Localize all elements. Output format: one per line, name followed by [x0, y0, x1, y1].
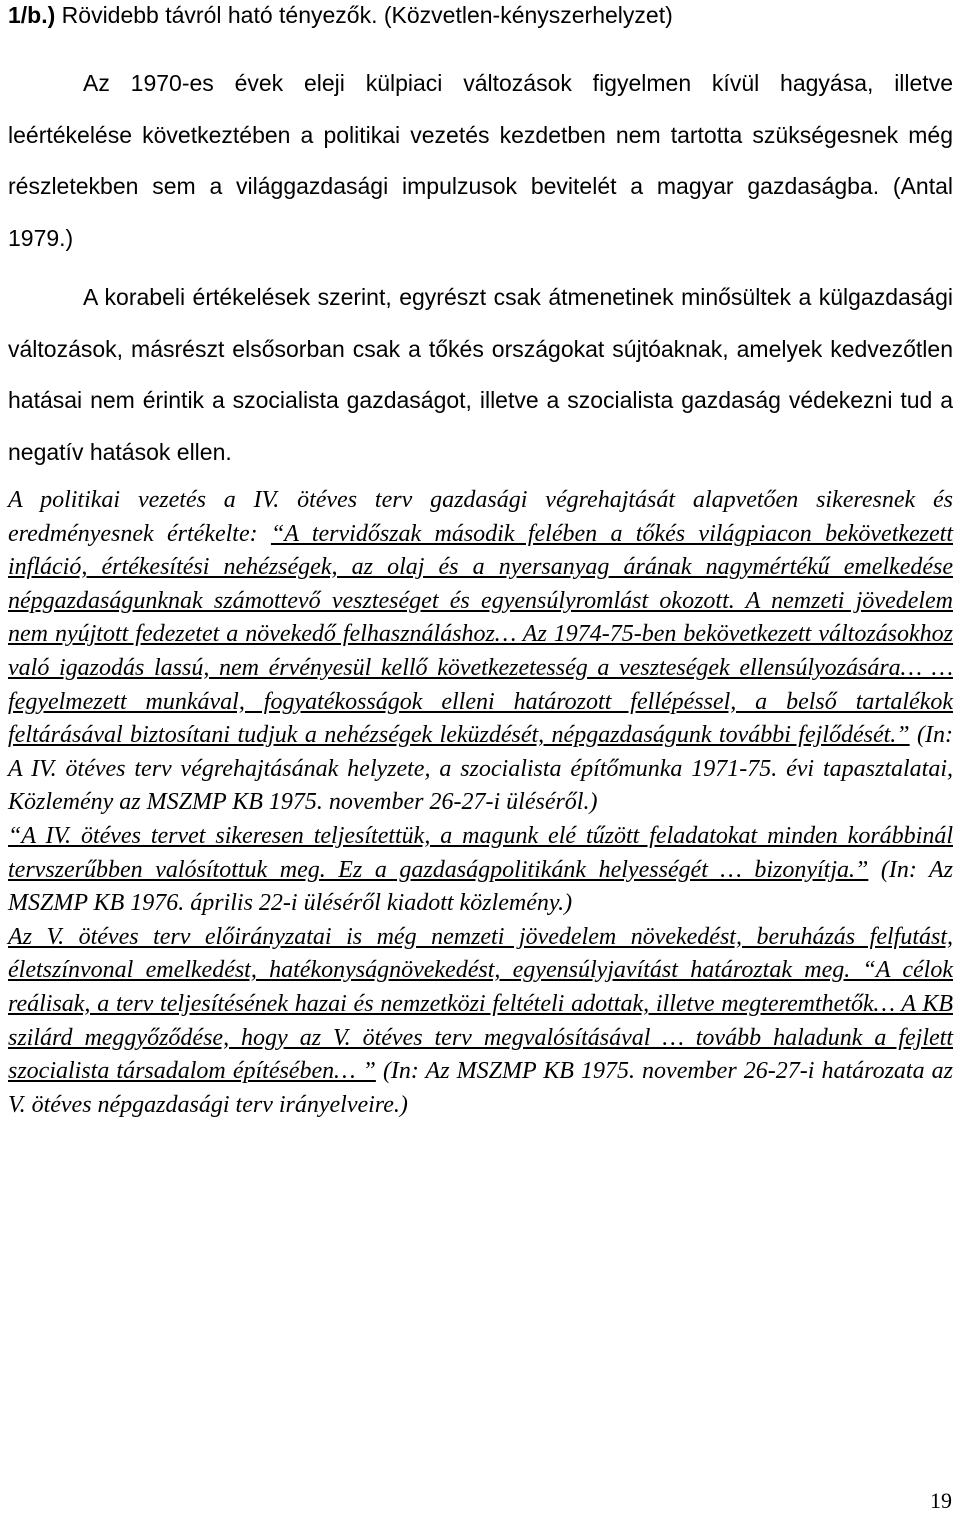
page-number: 19: [930, 1488, 952, 1513]
quote-2-text: “A IV. ötéves tervet sikeresen teljesítettük, a magunk elé tűzött feladatokat minden korábbinál tervszerűbben valósítottuk meg. Ez a gazdaságpolitikánk helyességét … bizonyítja.”: [8, 822, 953, 883]
quotes-block: [8, 484, 953, 1122]
quote-1-text: “A tervidőszak második felében a tőkés világpiacon bekövetkezett infláció, értékesítési nehézségek, az olaj és a nyersanyag árának nagymértékű emelkedése népgazdaságunknak számottevő veszteséget és egyensúlyromlást okozott. A nemzeti jövedelem nem nyújtott fedezetet a növekedő felhasználáshoz… Az 1974-75-ben bekövetkezett változásokhoz való igazodás lassú, nem érvényesül kellő következetesség a veszteségek ellensúlyozására… … fegyelmezett munkával, fogyatékosságok elleni határozott fellépéssel, a belső tartalékok feltárásával biztosítani tudjuk a nehézségek leküzdését, népgazdaságunk további fejlődését.”: [8, 520, 953, 749]
section-heading: [8, 0, 953, 30]
quote-1-source: (In: A IV. ötéves terv végrehajtásának helyzete, a szocialista építőmunka 1971-75. évi tapasztalatai, Közlemény az MSZMP KB 1975. november 26-27-i üléséről.): [8, 722, 953, 816]
quote-3-text: “A célok reálisak, a terv teljesítésének hazai és nemzetközi feltételi adottak, illetve megteremthetők… A KB szilárd meggyőződése, hogy az V. ötéves terv megvalósításával … tovább haladunk a fejlett szocialista társadalom építésében… ”: [8, 957, 954, 1085]
quote-1-intro: A politikai vezetés a IV. ötéves terv gazdasági végrehajtását alapvetően sikeresnek és eredményesnek értékelte:: [8, 487, 953, 547]
quote-3-source: (In: Az MSZMP KB 1975. november 26-27-i határozata az V. ötéves népgazdasági terv irányelveire.): [8, 1058, 953, 1118]
paragraph-1: Az 1970-es évek eleji külpiaci változások figyelmen kívül hagyása, illetve leértékelése következtében a politikai vezetés kezdetben nem tartotta szükségesnek még részletekben sem a világgazdasági impulzusok bevitelét a magyar gazdaságba. (Antal 1979.): [8, 70, 953, 251]
quote-3-intro: Az V. ötéves terv előirányzatai is még nemzeti jövedelem növekedést, beruházás felfutást, életszínvonal emelkedést, hatékonyságnövekedést, egyensúlyjavítást határoztak meg.: [8, 923, 953, 984]
heading-text: Rövidebb távról ható tényezők. (Közvetlen-kényszerhelyzet): [55, 2, 673, 28]
quote-2-source: (In: Az MSZMP KB 1976. április 22-i üléséről kiadott közlemény.): [8, 856, 953, 917]
paragraph-2: A korabeli értékelések szerint, egyrészt csak átmenetinek minősültek a külgazdasági változások, másrészt elsősorban csak a tőkés országokat sújtóaknak, amelyek kedvezőtlen hatásai nem érintik a szocialista gazdaságot, illetve a szocialista gazdaság védekezni tud a negatív hatások ellen.: [8, 284, 953, 465]
heading-number: 1/b.): [8, 2, 56, 28]
